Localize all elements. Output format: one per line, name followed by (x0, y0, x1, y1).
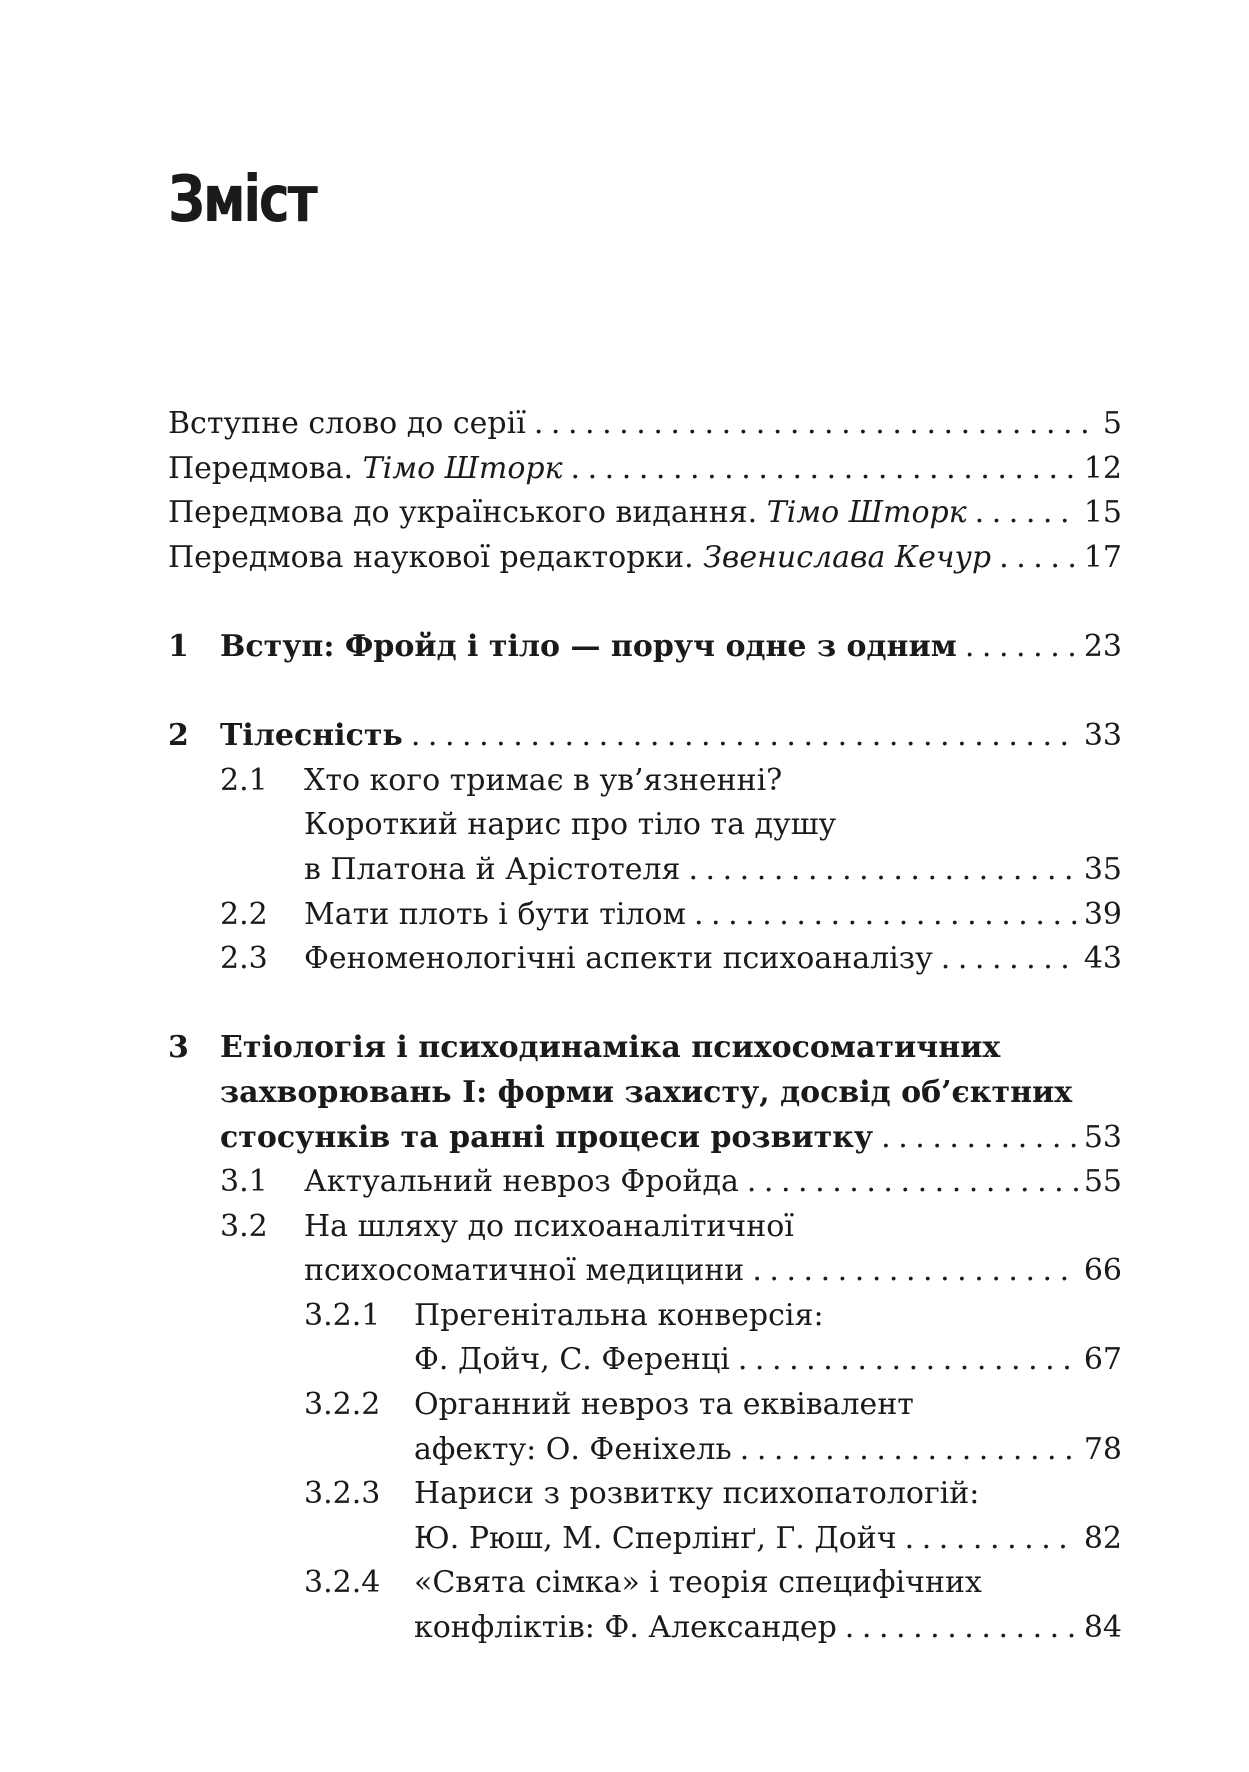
toc-entry-label: Хто кого тримає в ув’язненні? (304, 762, 783, 798)
toc-page-number: 84 (1083, 1610, 1122, 1646)
toc-section-2-1-line (168, 848, 1122, 893)
toc-entry-label: Вступ: Фройд і тіло — поруч одне з одним (220, 628, 957, 664)
section-number: 2.3 (220, 941, 268, 977)
toc-entry-label: Мати плоть і бути тілом (304, 896, 686, 932)
toc-page-number: 67 (1083, 1342, 1122, 1378)
toc-section-2-1[interactable] (168, 759, 1122, 804)
toc-entry-label: конфліктів: Ф. Александер (414, 1610, 837, 1646)
toc-subsection-3-2-4[interactable] (168, 1561, 1122, 1606)
toc-entry-label: «Свята сімка» і теорія специфічних (414, 1565, 982, 1601)
chapter-number: 2 (168, 718, 189, 754)
toc-entry-author: Звенислава Кечур (703, 539, 992, 575)
toc-chapter-3-line (168, 1071, 1122, 1116)
toc-page-number: 39 (1083, 896, 1122, 932)
toc-entry-label: Етіологія і психодинаміка психосоматичних (220, 1030, 1001, 1066)
toc-page-number: 12 (1083, 450, 1122, 486)
toc-subsection-3-2-2[interactable] (168, 1383, 1122, 1428)
toc-section-2-1-line (168, 803, 1122, 848)
toc-entry-label: Нариси з розвитку психопатологій: (414, 1476, 980, 1512)
toc-subsection-3-2-1-line (168, 1338, 1122, 1383)
toc-entry-label: Ф. Дойч, С. Ференці (414, 1342, 730, 1378)
table-of-contents (168, 402, 1122, 1651)
toc-entry-label: захворювань I: форми захисту, досвід об’єктних (220, 1074, 1073, 1110)
toc-section-3-2[interactable] (168, 1205, 1122, 1250)
toc-entry-preface[interactable] (168, 447, 1122, 492)
toc-entry-label: Короткий нарис про тіло та душу (304, 807, 837, 843)
toc-entry-label: в Платона й Арістотеля (304, 851, 681, 887)
subsection-number: 3.2.4 (304, 1565, 381, 1601)
toc-page-number: 66 (1083, 1253, 1122, 1289)
subsection-number: 3.2.3 (304, 1476, 381, 1512)
toc-page-number: 55 (1083, 1164, 1122, 1200)
toc-entry-label: афекту: О. Феніхель (414, 1431, 732, 1467)
toc-page-number: 53 (1083, 1119, 1122, 1155)
toc-chapter-2[interactable] (168, 714, 1122, 759)
toc-page-number: 43 (1083, 941, 1122, 977)
toc-chapter-1[interactable] (168, 625, 1122, 670)
toc-entry-label: психосоматичної медицини (304, 1253, 745, 1289)
toc-entry-series-foreword[interactable] (168, 402, 1122, 447)
toc-page-number: 35 (1083, 851, 1122, 887)
toc-subsection-3-2-3[interactable] (168, 1472, 1122, 1517)
toc-entry-author: Тімо Шторк (362, 450, 563, 486)
toc-entry-label: Ю. Рюш, М. Сперлінґ, Г. Дойч (414, 1520, 897, 1556)
toc-section-2-2[interactable] (168, 893, 1122, 938)
toc-page-number: 5 (1102, 406, 1122, 441)
section-number: 2.1 (220, 762, 268, 798)
toc-page-number: 23 (1083, 628, 1122, 664)
toc-entry-label: Передмова до українського видання. (168, 495, 767, 531)
toc-entry-ukrainian-preface[interactable] (168, 491, 1122, 536)
toc-entry-label: стосунків та ранні процеси розвитку (220, 1119, 874, 1155)
toc-entry-editor-preface[interactable] (168, 536, 1122, 581)
toc-chapter-3-line (168, 1116, 1122, 1161)
page-title: Зміст (168, 163, 316, 237)
toc-subsection-3-2-4-line (168, 1606, 1122, 1651)
chapter-number: 3 (168, 1030, 189, 1066)
toc-entry-label: Актуальний невроз Фройда (304, 1164, 739, 1200)
toc-subsection-3-2-2-line (168, 1428, 1122, 1473)
toc-entry-label: Тілесність (220, 718, 403, 754)
toc-entry-label: Прегенітальна конверсія: (414, 1297, 824, 1333)
section-number: 2.2 (220, 896, 268, 932)
toc-entry-label: На шляху до психоаналітичної (304, 1208, 794, 1244)
toc-page-number: 33 (1083, 718, 1122, 754)
section-number: 3.1 (220, 1164, 268, 1200)
toc-section-3-2-line (168, 1249, 1122, 1294)
toc-subsection-3-2-1[interactable] (168, 1294, 1122, 1339)
chapter-number: 1 (168, 628, 189, 664)
toc-entry-label: Передмова. (168, 450, 363, 486)
toc-entry-label: Органний невроз та еквівалент (414, 1387, 914, 1423)
toc-entry-label: Передмова наукової редакторки. (168, 539, 704, 575)
toc-section-3-1[interactable] (168, 1160, 1122, 1205)
toc-subsection-3-2-3-line (168, 1517, 1122, 1562)
toc-chapter-3[interactable] (168, 1026, 1122, 1071)
toc-page-number: 78 (1083, 1431, 1122, 1467)
toc-section-2-3[interactable] (168, 937, 1122, 982)
toc-page-number: 82 (1083, 1520, 1122, 1556)
section-number: 3.2 (220, 1208, 268, 1244)
subsection-number: 3.2.1 (304, 1297, 381, 1333)
subsection-number: 3.2.2 (304, 1387, 381, 1423)
toc-entry-author: Тімо Шторк (766, 495, 967, 531)
toc-entry-label: Вступне слово до серії (168, 406, 526, 441)
toc-entry-label: Феноменологічні аспекти психоаналізу (304, 941, 933, 977)
toc-page-number: 15 (1083, 495, 1122, 531)
toc-page-number: 17 (1083, 539, 1122, 575)
